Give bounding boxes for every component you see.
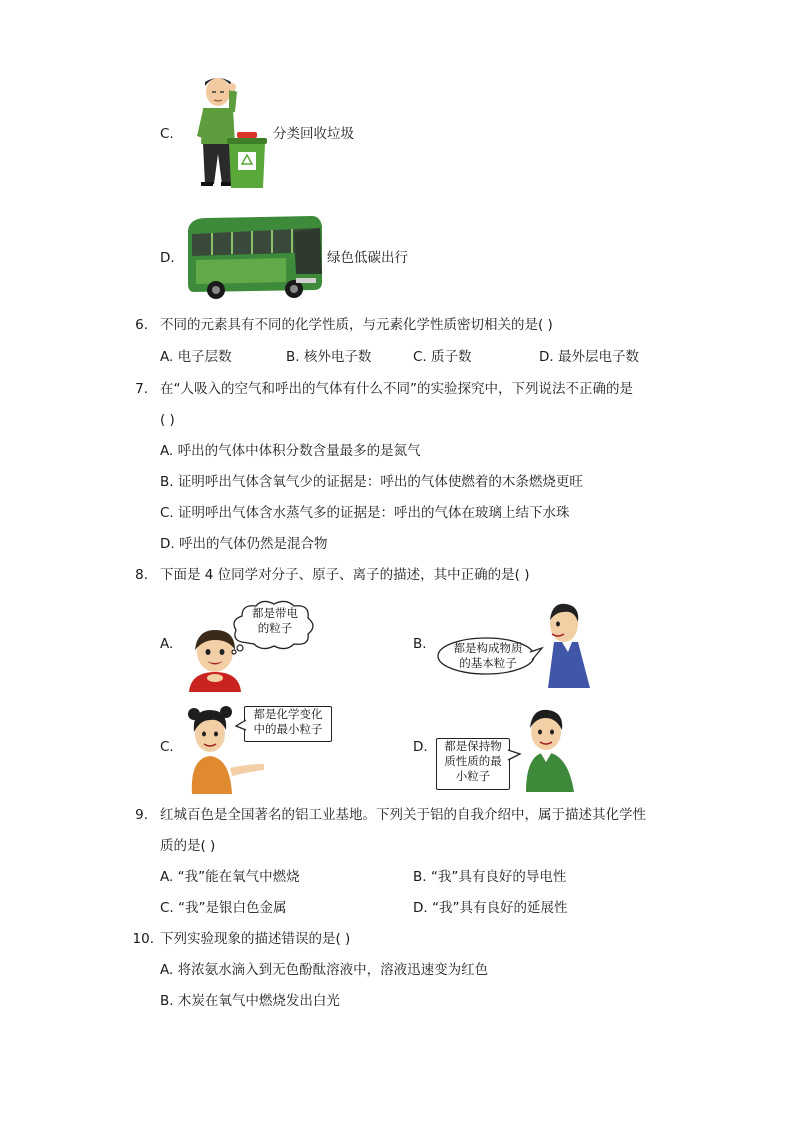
q7-option-a[interactable]: A. 呼出的气体中体积分数含量最多的是氮气 <box>160 443 421 459</box>
q10-option-a[interactable]: A. 将浓氨水滴入到无色酚酞溶液中，溶液迅速变为红色 <box>160 962 489 978</box>
speech-box-c <box>244 706 332 742</box>
speech-text-a-line2: 的粒子 <box>257 621 293 635</box>
speech-text-b-line2: 的基本粒子 <box>459 656 517 670</box>
q10-number: 10. <box>132 931 154 947</box>
speech-box-d <box>436 738 510 790</box>
speech-text-d-line2: 质性质的最 <box>444 754 502 768</box>
q6-option-d[interactable]: D. 最外层电子数 <box>539 349 639 365</box>
q5-option-d-caption: 绿色低碳出行 <box>327 250 408 266</box>
q7-option-c[interactable]: C. 证明呼出气体含水蒸气多的证据是：呼出的气体在玻璃上结下水珠 <box>160 505 570 521</box>
q7-stem-line2: ( ) <box>160 412 175 428</box>
q9-option-c[interactable]: C. “我”是银白色金属 <box>160 900 287 916</box>
q7-number: 7. <box>135 381 148 397</box>
q7-option-b[interactable]: B. 证明呼出气体含氧气少的证据是：呼出的气体使燃着的木条燃烧更旺 <box>160 474 583 490</box>
q8-stem: 下面是 4 位同学对分子、原子、离子的描述，其中正确的是( ) <box>160 567 530 583</box>
q8-number: 8. <box>135 567 148 583</box>
speech-text-b-line1: 都是构成物质 <box>453 641 523 655</box>
q9-option-a[interactable]: A. “我”能在氧气中燃烧 <box>160 869 300 885</box>
green-bus-image <box>186 212 324 302</box>
q6-stem: 不同的元素具有不同的化学性质，与元素化学性质密切相关的是( ) <box>160 317 553 333</box>
q6-option-a[interactable]: A. 电子层数 <box>160 349 232 365</box>
q5-option-c-letter: C. <box>160 126 174 142</box>
q9-stem-line1: 红城百色是全国著名的铝工业基地。下列关于铝的自我介绍中，属于描述其化学性 <box>160 807 646 823</box>
q6-option-b[interactable]: B. 核外电子数 <box>286 349 372 365</box>
q10-option-b[interactable]: B. 木炭在氧气中燃烧发出白光 <box>160 993 340 1009</box>
q8-option-d-letter[interactable]: D. <box>413 739 428 755</box>
speech-text-d-line3: 小粒子 <box>455 769 491 783</box>
q5-option-c-caption: 分类回收垃圾 <box>273 126 354 142</box>
q9-number: 9. <box>135 807 148 823</box>
q7-option-d[interactable]: D. 呼出的气体仍然是混合物 <box>160 536 328 552</box>
recycling-person-image <box>185 72 273 192</box>
q8-option-b-letter[interactable]: B. <box>413 636 427 652</box>
q10-stem: 下列实验现象的描述错误的是( ) <box>160 931 351 947</box>
q6-number: 6. <box>135 317 148 333</box>
student-d-image <box>516 704 582 792</box>
q6-option-c[interactable]: C. 质子数 <box>413 349 472 365</box>
q8-option-a-letter[interactable]: A. <box>160 636 174 652</box>
speech-text-d-line1: 都是保持物 <box>444 739 502 753</box>
speech-text-c-line1: 都是化学变化 <box>253 707 323 721</box>
q9-option-d[interactable]: D. “我”具有良好的延展性 <box>413 900 568 916</box>
speech-text-a <box>248 606 302 636</box>
q8-option-c-letter[interactable]: C. <box>160 739 174 755</box>
q9-option-b[interactable]: B. “我”具有良好的导电性 <box>413 869 567 885</box>
speech-tail-c <box>236 720 246 730</box>
q7-stem-line1: 在“人吸入的空气和呼出的气体有什么不同”的实验探究中，下列说法不正确的是 <box>160 381 633 397</box>
speech-text-a-line1: 都是带电 <box>252 606 298 620</box>
q5-option-d-letter: D. <box>160 250 175 266</box>
speech-text-b <box>446 641 530 671</box>
student-b-image <box>538 600 598 690</box>
q9-stem-line2: 质的是( ) <box>160 838 216 854</box>
speech-text-c-line2: 中的最小粒子 <box>253 722 323 736</box>
